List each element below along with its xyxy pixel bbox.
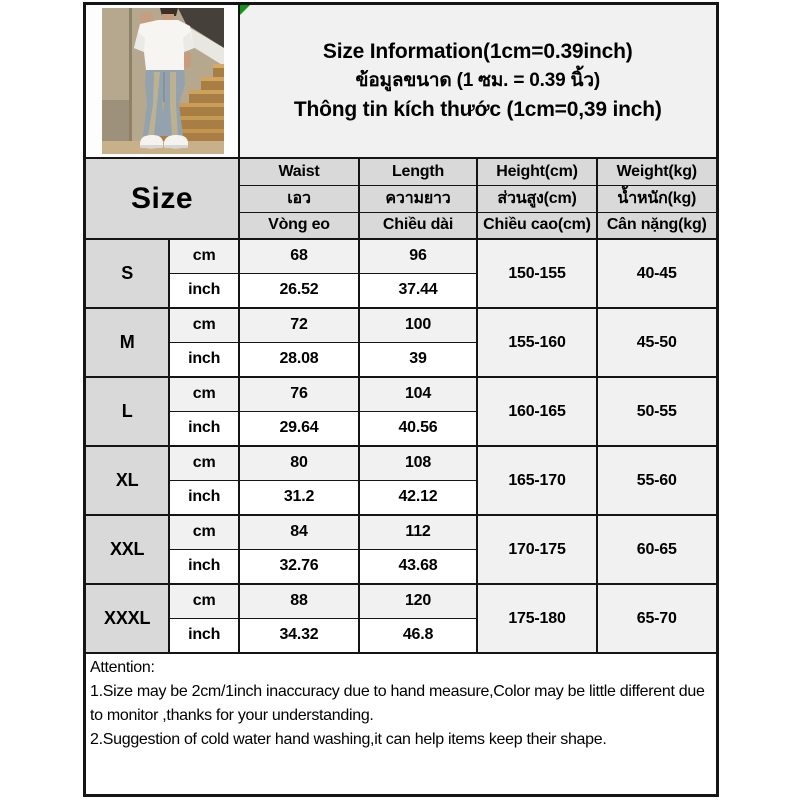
unit-inch-cell: inch [169, 411, 239, 446]
col-height-th: ส่วนสูง(cm) [477, 185, 597, 212]
weight-range: 40-45 [597, 239, 717, 308]
size-cell: XL [85, 446, 170, 515]
waist-cm-value: 80 [239, 446, 359, 480]
length-cm-value: 96 [359, 239, 477, 273]
unit-inch-cell: inch [169, 480, 239, 515]
product-photo [102, 8, 224, 154]
title-row [85, 4, 718, 159]
waist-inch-value: 31.2 [239, 480, 359, 515]
height-range: 150-155 [477, 239, 597, 308]
col-weight-vi: Cân nặng(kg) [597, 212, 717, 239]
weight-range: 45-50 [597, 308, 717, 377]
length-inch-value: 40.56 [359, 411, 477, 446]
header-row-english [85, 158, 718, 185]
height-range: 155-160 [477, 308, 597, 377]
unit-cm-cell: cm [169, 584, 239, 618]
col-height-en: Height(cm) [477, 158, 597, 185]
product-photo-cell [85, 4, 240, 159]
title-thai: ข้อมูลขนาด (1 ซม. = 0.39 นิ้ว) [355, 70, 600, 92]
length-cm-value: 104 [359, 377, 477, 411]
waist-inch-value: 29.64 [239, 411, 359, 446]
waist-inch-value: 28.08 [239, 342, 359, 377]
size-info-title-cell [239, 4, 717, 159]
size-header: Size [85, 158, 240, 239]
waist-inch-value: 32.76 [239, 549, 359, 584]
height-range: 175-180 [477, 584, 597, 653]
length-inch-value: 37.44 [359, 273, 477, 308]
waist-cm-value: 72 [239, 308, 359, 342]
col-weight-en: Weight(kg) [597, 158, 717, 185]
size-cell: S [85, 239, 170, 308]
length-inch-value: 46.8 [359, 618, 477, 653]
length-cm-value: 120 [359, 584, 477, 618]
col-length-en: Length [359, 158, 477, 185]
length-cm-value: 112 [359, 515, 477, 549]
col-waist-vi: Vòng eo [239, 212, 359, 239]
attention-line-1: 1.Size may be 2cm/1inch inaccuracy due to hand measure,Color may be little different due to monitor ,thanks for your understanding. [90, 683, 705, 724]
waist-cm-value: 84 [239, 515, 359, 549]
size-table [83, 2, 719, 797]
waist-inch-value: 34.32 [239, 618, 359, 653]
col-length-vi: Chiều dài [359, 212, 477, 239]
attention-line-2: 2.Suggestion of cold water hand washing,it can help items keep their shape. [90, 731, 607, 748]
unit-cm-cell: cm [169, 515, 239, 549]
weight-range: 50-55 [597, 377, 717, 446]
size-cell: XXXL [85, 584, 170, 653]
table-row-s-cm [85, 239, 718, 273]
weight-range: 65-70 [597, 584, 717, 653]
size-cell: L [85, 377, 170, 446]
length-inch-value: 43.68 [359, 549, 477, 584]
unit-inch-cell: inch [169, 618, 239, 653]
length-inch-value: 39 [359, 342, 477, 377]
unit-cm-cell: cm [169, 308, 239, 342]
unit-inch-cell: inch [169, 549, 239, 584]
col-waist-en: Waist [239, 158, 359, 185]
col-weight-th: น้ำหนัก(kg) [597, 185, 717, 212]
waist-cm-value: 68 [239, 239, 359, 273]
size-chart-sheet [83, 2, 719, 797]
attention-note [85, 653, 718, 795]
height-range: 170-175 [477, 515, 597, 584]
waist-inch-value: 26.52 [239, 273, 359, 308]
unit-cm-cell: cm [169, 377, 239, 411]
waist-cm-value: 88 [239, 584, 359, 618]
table-row-m-cm [85, 308, 718, 342]
green-corner-flag-icon [240, 5, 250, 15]
weight-range: 60-65 [597, 515, 717, 584]
attention-row [85, 653, 718, 795]
unit-cm-cell: cm [169, 446, 239, 480]
height-range: 160-165 [477, 377, 597, 446]
col-length-th: ความยาว [359, 185, 477, 212]
weight-range: 55-60 [597, 446, 717, 515]
length-cm-value: 100 [359, 308, 477, 342]
table-row-xxl-cm [85, 515, 718, 549]
size-cell: XXL [85, 515, 170, 584]
col-waist-th: เอว [239, 185, 359, 212]
unit-inch-cell: inch [169, 273, 239, 308]
table-row-xxxl-cm [85, 584, 718, 618]
title-english: Size Information(1cm=0.39inch) [322, 39, 633, 63]
height-range: 165-170 [477, 446, 597, 515]
unit-cm-cell: cm [169, 239, 239, 273]
table-row-l-cm [85, 377, 718, 411]
col-height-vi: Chiều cao(cm) [477, 212, 597, 239]
length-inch-value: 42.12 [359, 480, 477, 515]
attention-heading: Attention: [90, 659, 155, 676]
table-row-xl-cm [85, 446, 718, 480]
title-vietnamese: Thông tin kích thước (1cm=0,39 inch) [293, 97, 662, 121]
unit-inch-cell: inch [169, 342, 239, 377]
waist-cm-value: 76 [239, 377, 359, 411]
length-cm-value: 108 [359, 446, 477, 480]
size-cell: M [85, 308, 170, 377]
